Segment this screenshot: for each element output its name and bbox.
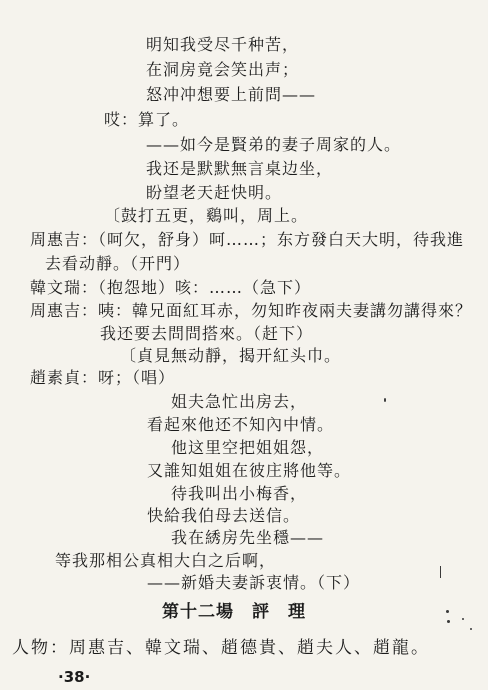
stage-direction: 〔貞見無动靜，揭开紅头巾。 — [120, 346, 342, 365]
dialogue-continuation: 我还要去問問搭來。（赶下） — [100, 324, 314, 343]
verse-line: 在洞房竟会笑出声； — [146, 60, 300, 79]
scan-speck — [446, 610, 449, 613]
verse-line: 待我叫出小梅香， — [171, 484, 308, 503]
verse-line: 快給我伯母去送信。 — [147, 506, 301, 525]
section-heading: 第十二場 評 理 — [162, 602, 306, 622]
verse-line: ——如今是賢弟的妻子周家的人。 — [146, 135, 402, 154]
verse-line: 又誰知姐姐在彼庄將他等。 — [147, 461, 352, 480]
stage-direction: 〔鼓打五更，鷄叫，周上。 — [104, 206, 309, 225]
scan-speck — [462, 618, 464, 620]
scan-speck — [470, 628, 472, 630]
verse-line: 等我那相公真相大白之后啊， — [55, 551, 277, 570]
dialogue-line: 哎：算了。 — [104, 110, 190, 129]
verse-line: 盼望老天赶快明。 — [146, 183, 283, 202]
verse-line: 姐夫急忙出房去， — [171, 392, 308, 411]
verse-line: 看起來他还不知內中情。 — [147, 415, 335, 434]
verse-line: 明知我受尽千种苦， — [146, 35, 300, 54]
verse-line: 我在綉房先坐穩—— — [171, 528, 325, 547]
dialogue-line: 趙素貞：呀；（唱） — [30, 368, 176, 387]
verse-line: 怒冲冲想要上前問—— — [146, 85, 317, 104]
verse-line: 我还是默默無言桌边坐， — [146, 159, 334, 178]
page-number: ·38· — [58, 668, 91, 686]
scan-speck — [447, 620, 450, 623]
dialogue-continuation: 去看动靜。（开門） — [45, 254, 191, 273]
scan-speck — [384, 398, 386, 402]
dialogue-line: 周惠吉：（呵欠，舒身）呵……；东方發白天大明，待我進 — [30, 230, 465, 249]
scan-speck — [440, 566, 441, 578]
verse-line: ——新婚夫妻訴衷情。（下） — [147, 573, 361, 592]
dialogue-line: 周惠吉：咦：韓兄面紅耳赤，勿知昨夜兩夫妻講勿講得來？ — [30, 301, 473, 320]
dialogue-line: 韓文瑞：（抱怨地）咳：……（急下） — [30, 278, 312, 297]
verse-line: 他这里空把姐姐怨， — [171, 438, 325, 457]
cast-list: 人物：周惠吉、韓文瑞、趙德貴、趙夫人、趙龍。 — [12, 638, 430, 658]
